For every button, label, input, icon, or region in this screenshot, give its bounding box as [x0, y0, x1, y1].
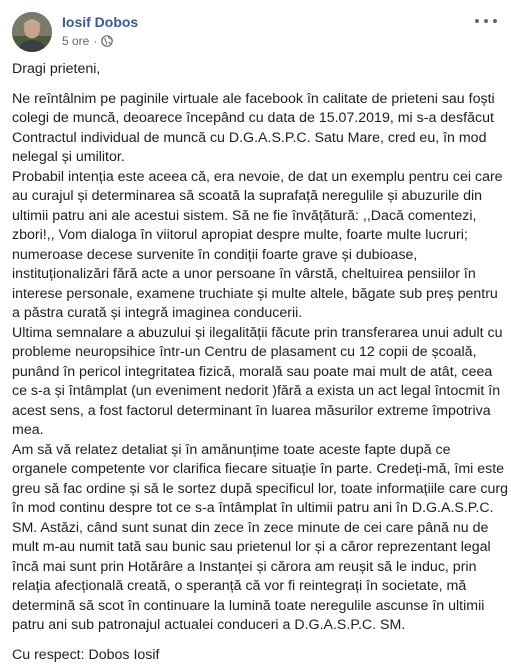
avatar[interactable]	[12, 12, 52, 52]
post-body	[12, 60, 509, 671]
post-line: relația afecțională creată, o speranță că vor fi reintegrați în societate, mă	[12, 578, 467, 594]
post-paragraph	[12, 441, 509, 636]
post-line: ce s-a și întâmplat (un eveniment nedorit )fără a exista un act legal întocmit în	[12, 383, 501, 399]
post-line: instituționalizări fără acte a unor persoane în vârstă, cheltuirea pensiilor în	[12, 266, 476, 282]
author-name[interactable]: Iosif Dobos	[62, 14, 139, 30]
post-line: probleme neuropsihice într-un Centru de plasament cu 12 copii de școală,	[12, 344, 477, 360]
post-line: au curajul și determinarea să scoată la suprafață neregulile și abuzurile din	[12, 188, 483, 204]
post-line: nelegal și umilitor.	[12, 149, 125, 165]
post-line: încă mai sunt prin Hotărâre a Instanței și cărora am reușit să le induc, prin	[12, 558, 477, 575]
post-line: mult m-au numit tată sau bunic sau prietenul lor și a căror reprezentant legal	[12, 539, 491, 555]
post-signature: Cu respect: Dobos Iosif	[12, 646, 160, 663]
post-line: greu să fac ordine și să le sortez după specificul lor, toate informațiile care curg	[12, 480, 509, 497]
post-paragraph	[12, 324, 502, 441]
post-greeting: Dragi prieteni,	[12, 61, 101, 77]
post-line: numeroase decese survenite în condiții foarte grave și dubioase,	[12, 246, 418, 263]
post-line: Probabil intenția este aceea că, era nevoie, de dat un exemplu pentru cei care	[12, 168, 503, 185]
post-header	[12, 8, 499, 52]
post-paragraph	[12, 90, 502, 168]
post-line: zbori!,, Vom dialoga în viitorul apropiat despre multe, foarte multe lucruri;	[12, 227, 468, 243]
post-line: interese personale, examene truchiate și multe altele, băgate sub preș pentru	[12, 285, 498, 302]
post-time[interactable]: 5 ore	[62, 34, 90, 48]
post-line: determină să scot în continuare la lumină toate neregulile ascunse în ultimii	[12, 597, 485, 614]
post-line: Contractul individual de muncă cu D.G.A.S.P.C. Satu Mare, cred eu, în mod	[12, 129, 487, 146]
post-line: Ne reîntâlnim pe paginile virtuale ale facebook în calitate de prieteni sau foști	[12, 90, 495, 107]
post-line: SM. Astăzi, când sunt sunat din zece în zece minute de cei care până nu de	[12, 519, 489, 536]
separator-dot: ·	[93, 34, 98, 48]
post-line: acest sens, a fost factorul determinant în luarea măsurilor extreme împotriva	[12, 402, 491, 419]
post-line: a păstra curată și integră imaginea conducerii.	[12, 305, 303, 321]
globe-icon	[101, 35, 113, 50]
post-line: colegi de muncă, deoarece începând cu data de 15.07.2019, mi s-a desfăcut	[12, 110, 494, 126]
post-meta	[62, 34, 113, 50]
post-line: ultimii patru ani ale acestui sistem. Să ne fie învățătură: ,,Dacă comentezi,	[12, 207, 477, 224]
post-line: Ultima semnalare a abuzului și ilegalității făcute prin transferarea unui adult cu	[12, 324, 503, 341]
post-line: în mod continu despre tot ce s-a întâmplat în ultimii patru ani în D.G.A.S.P.C.	[12, 500, 494, 516]
post-line: punând în pericol integritatea fizică, morală sau poate mai mult de atât, ceea	[12, 363, 493, 380]
more-options-icon[interactable]	[475, 14, 497, 28]
post-line: patru ani sub patronajul actualei conduceri a D.G.A.S.P.C. SM.	[12, 617, 406, 633]
post-line: mea.	[12, 422, 44, 438]
post-line: Am să vă relatez detaliat și în amănunțime toate aceste fapte după ce	[12, 441, 451, 458]
post-line: organele competente vor clarifica fiecare situație în parte. Credeți-mă, îmi este	[12, 461, 505, 477]
post-paragraph	[12, 168, 502, 324]
